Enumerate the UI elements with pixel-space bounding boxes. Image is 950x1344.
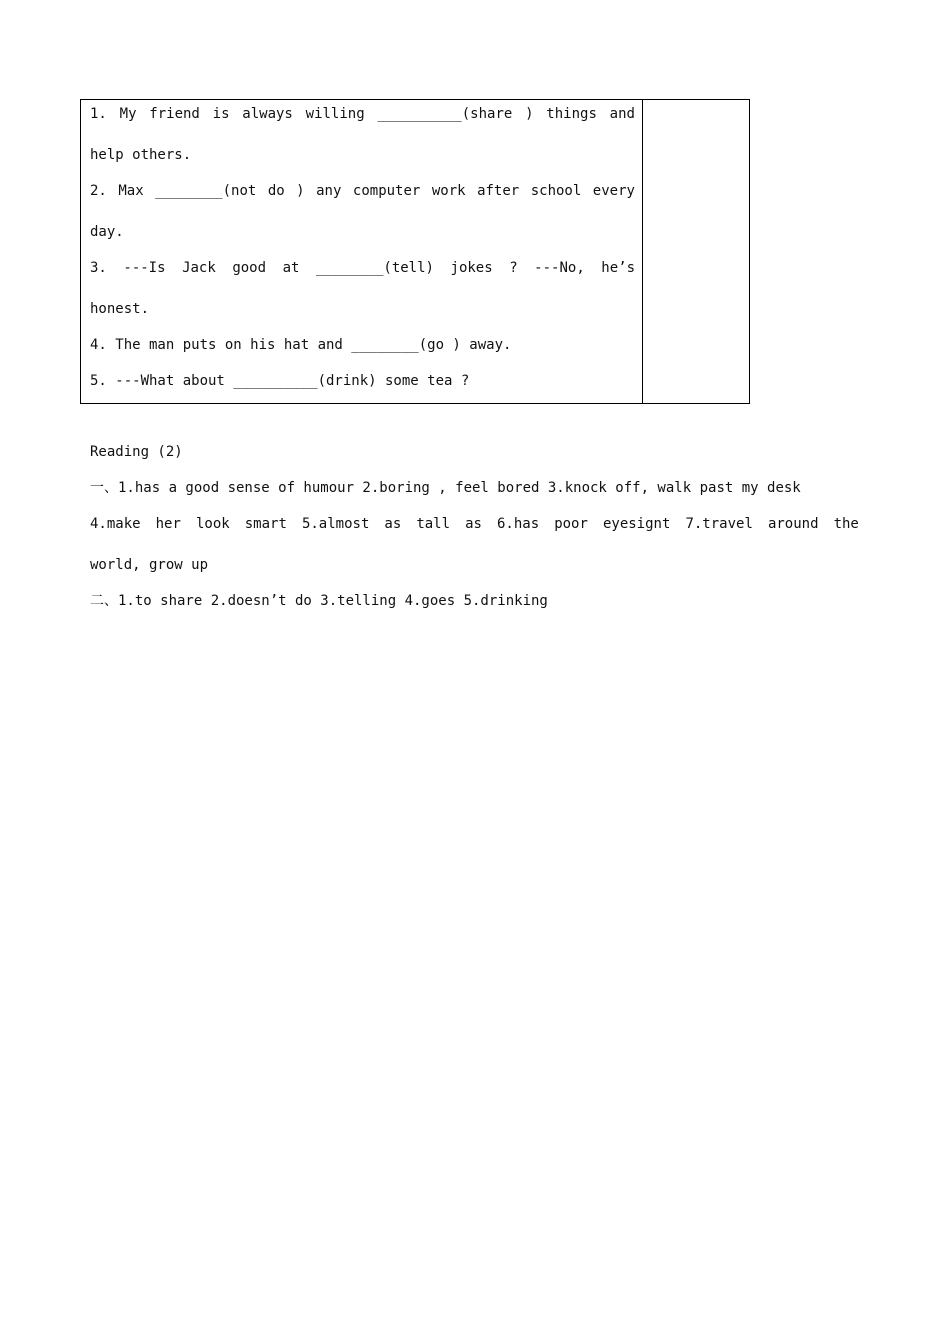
answers-part2: 二、1.to share 2.doesn’t do 3.telling 4.goes 5.drinking bbox=[90, 593, 548, 609]
word: every bbox=[592, 183, 635, 199]
word: good bbox=[232, 260, 267, 276]
word: jokes bbox=[450, 260, 493, 276]
question-2-line-2: day. bbox=[90, 224, 124, 240]
word: 2. bbox=[90, 183, 107, 199]
word: do bbox=[267, 183, 285, 199]
word: ________(tell) bbox=[315, 260, 434, 276]
word: willing bbox=[305, 106, 365, 122]
question-1-line-1 bbox=[90, 105, 635, 123]
exercise-table bbox=[80, 99, 750, 404]
word: ) bbox=[296, 183, 305, 199]
word: __________(share bbox=[377, 106, 513, 122]
word: ________(not bbox=[155, 183, 257, 199]
word: at bbox=[282, 260, 300, 276]
word: after bbox=[477, 183, 520, 199]
word: things bbox=[546, 106, 597, 122]
word: work bbox=[431, 183, 466, 199]
table-column-divider bbox=[642, 100, 643, 403]
word: always bbox=[242, 106, 293, 122]
word: as bbox=[465, 516, 482, 532]
word: 5.almost bbox=[301, 516, 370, 532]
word: 6.has bbox=[497, 516, 540, 532]
word: 3. bbox=[90, 260, 107, 276]
word: smart bbox=[244, 516, 287, 532]
word: any bbox=[316, 183, 342, 199]
question-3-line-2: honest. bbox=[90, 301, 150, 317]
word: Max bbox=[118, 183, 144, 199]
word: computer bbox=[352, 183, 421, 199]
question-5: 5. ---What about __________(drink) some tea ? bbox=[90, 373, 470, 389]
word: My bbox=[119, 106, 137, 122]
word: eyesignt bbox=[602, 516, 671, 532]
word: ---No, bbox=[534, 260, 585, 276]
word: the bbox=[833, 516, 859, 532]
word: 7.travel bbox=[685, 516, 753, 532]
word: he’s bbox=[601, 260, 635, 276]
word: is bbox=[212, 106, 230, 122]
word: friend bbox=[149, 106, 200, 122]
word: ? bbox=[509, 260, 518, 276]
word: school bbox=[530, 183, 582, 199]
answers-heading: Reading (2) bbox=[90, 444, 183, 460]
word: tall bbox=[416, 516, 451, 532]
word: her bbox=[155, 516, 181, 532]
word: ) bbox=[525, 106, 534, 122]
question-2-line-1 bbox=[90, 182, 635, 200]
word: look bbox=[195, 516, 230, 532]
answers-part1-line-3: world, grow up bbox=[90, 557, 209, 573]
word: as bbox=[384, 516, 402, 532]
question-3-line-1 bbox=[90, 259, 635, 277]
question-1-line-2: help others. bbox=[90, 147, 192, 163]
answers-part1-line-2 bbox=[90, 515, 859, 533]
question-4: 4. The man puts on his hat and ________(go ) away. bbox=[90, 337, 512, 353]
answers-part1-line-1: 一、1.has a good sense of humour 2.boring , feel bored 3.knock off, walk past my desk bbox=[90, 480, 801, 496]
word: 4.make bbox=[90, 516, 141, 532]
word: around bbox=[767, 516, 819, 532]
word: ---Is bbox=[123, 260, 166, 276]
word: and bbox=[609, 106, 635, 122]
word: Jack bbox=[182, 260, 216, 276]
word: 1. bbox=[90, 106, 107, 122]
questions-cell bbox=[90, 100, 635, 403]
word: poor bbox=[554, 516, 588, 532]
